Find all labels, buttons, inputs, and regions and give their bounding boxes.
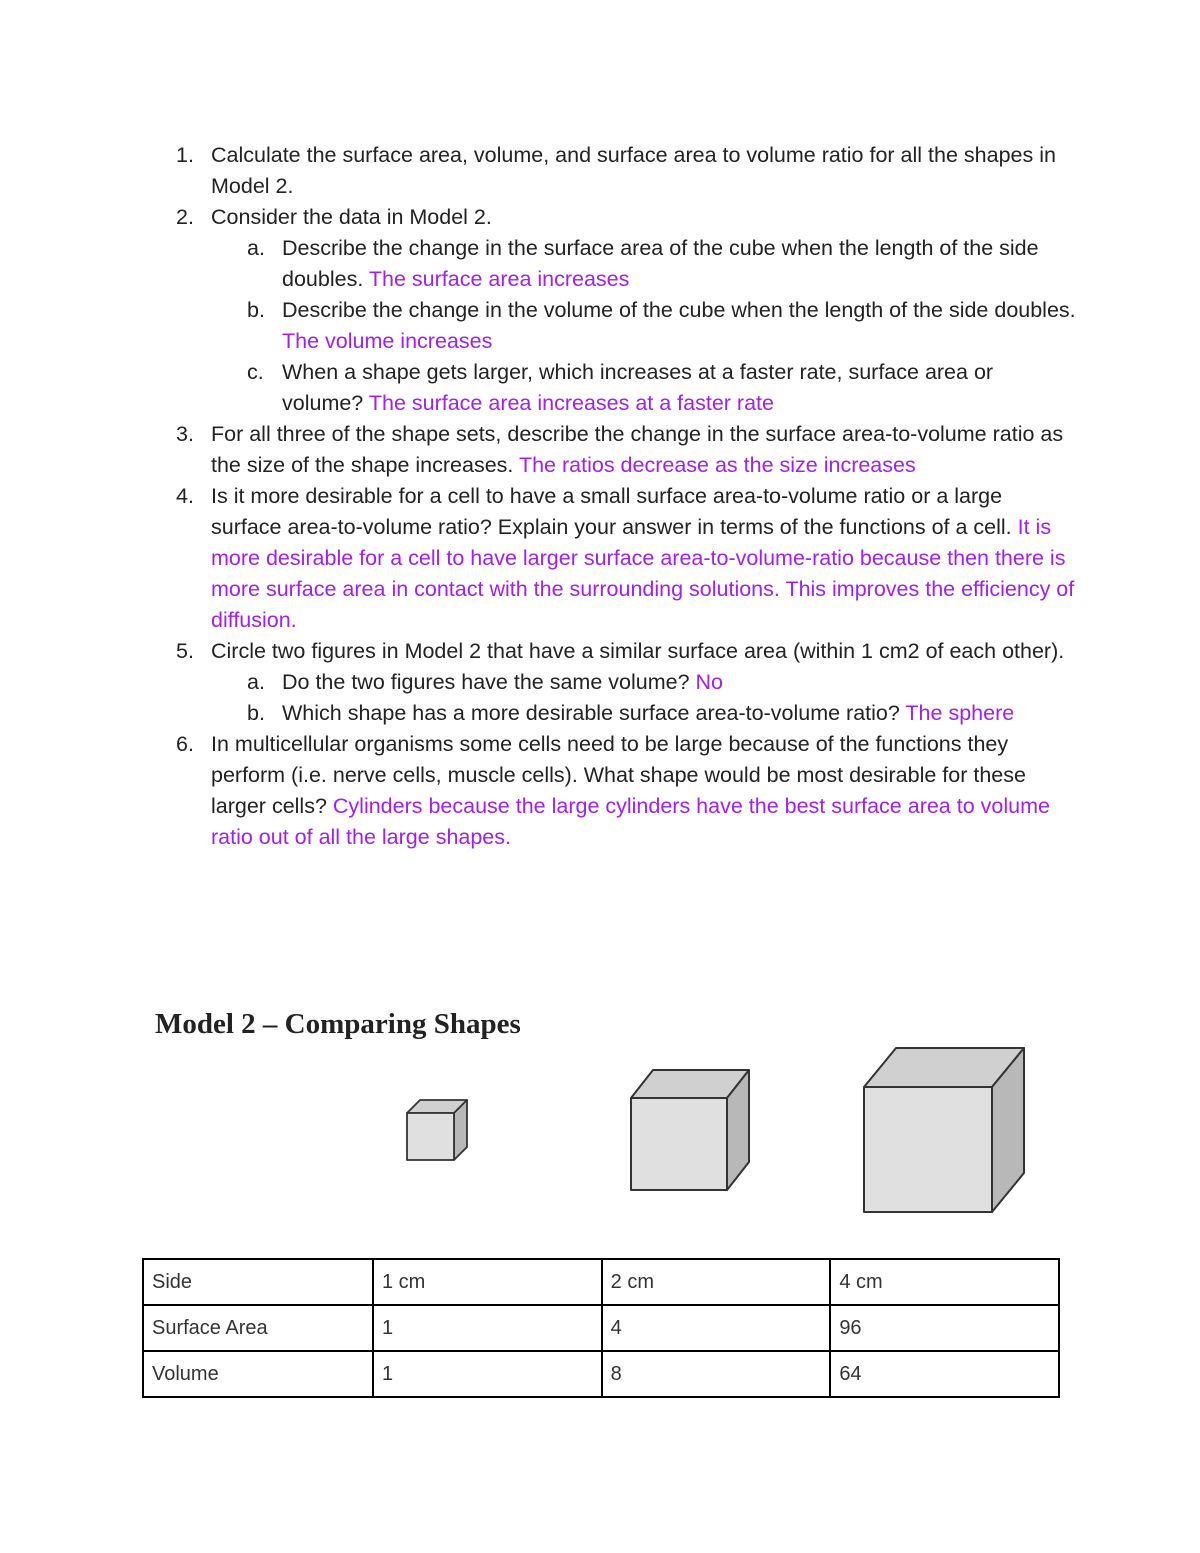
table-cell: Surface Area bbox=[143, 1305, 373, 1351]
table-row bbox=[143, 1259, 1059, 1305]
question-text: Is it more desirable for a cell to have a small surface area-to-volume ratio or a large surface area-to-volume ratio? Explain your answer in terms of the functions of a cell. bbox=[211, 484, 1018, 539]
question-number: 1. bbox=[176, 143, 194, 167]
answer-text: The ratios decrease as the size increases bbox=[518, 453, 916, 477]
table-cell: 64 bbox=[830, 1351, 1059, 1397]
question-text: For all three of the shape sets, describe the change in the surface area-to-volume ratio as the size of the shape increases. bbox=[211, 422, 1064, 477]
small-cube-icon bbox=[407, 1100, 467, 1160]
sub-letter: b. bbox=[247, 701, 265, 725]
question-text: When a shape gets larger, which increases at a faster rate, surface area or volume? bbox=[282, 360, 994, 415]
question-number: 6. bbox=[176, 732, 194, 756]
question-number: 2. bbox=[176, 205, 194, 229]
sub-letter: b. bbox=[247, 298, 265, 322]
answer-text: The volume increases bbox=[282, 329, 493, 353]
answer-text: The sphere bbox=[905, 701, 1015, 725]
question-number: 4. bbox=[176, 484, 194, 508]
question-text: Consider the data in Model 2. bbox=[211, 205, 492, 229]
table-row bbox=[143, 1305, 1059, 1351]
table-cell: 2 cm bbox=[602, 1259, 831, 1305]
table-cell: 1 bbox=[373, 1305, 602, 1351]
model-title: Model 2 – Comparing Shapes bbox=[155, 1008, 521, 1040]
question-text: Calculate the surface area, volume, and surface area to volume ratio for all the shapes in Model 2. bbox=[211, 143, 1056, 198]
answer-text: It is more desirable for a cell to have larger surface area-to-volume-ratio because then there is more surface area in contact with the surrounding solutions. This improves the efficiency of diffusion. bbox=[211, 515, 1075, 632]
answer-text: The surface area increases at a faster rate bbox=[368, 391, 774, 415]
answer-text: Cylinders because the large cylinders have the best surface area to volume ratio out of all the large shapes. bbox=[211, 794, 1050, 849]
answer-text: No bbox=[695, 670, 723, 694]
table-cell: 8 bbox=[602, 1351, 831, 1397]
table-cell: 1 cm bbox=[373, 1259, 602, 1305]
table-cell: 4 cm bbox=[830, 1259, 1059, 1305]
table-row bbox=[143, 1351, 1059, 1397]
large-cube-icon bbox=[864, 1048, 1024, 1212]
sub-letter: c. bbox=[247, 360, 264, 384]
question-text: Do the two figures have the same volume? bbox=[282, 670, 696, 694]
question-text: Which shape has a more desirable surface area-to-volume ratio? bbox=[282, 701, 906, 725]
table-cell: 4 bbox=[602, 1305, 831, 1351]
question-number: 5. bbox=[176, 639, 194, 663]
question-text: In multicellular organisms some cells need to be large because of the functions they perform (i.e. nerve cells, muscle cells). What shape would be most desirable for these larger cells? bbox=[211, 732, 1026, 818]
sub-letter: a. bbox=[247, 236, 265, 260]
table-cell: Volume bbox=[143, 1351, 373, 1397]
table-cell: 1 bbox=[373, 1351, 602, 1397]
question-number: 3. bbox=[176, 422, 194, 446]
table-cell: 96 bbox=[830, 1305, 1059, 1351]
table-cell: Side bbox=[143, 1259, 373, 1305]
question-text: Circle two figures in Model 2 that have a similar surface area (within 1 cm2 of each other). bbox=[211, 639, 1065, 663]
sub-letter: a. bbox=[247, 670, 265, 694]
question-text: Describe the change in the volume of the cube when the length of the side doubles. bbox=[282, 298, 1076, 322]
medium-cube-icon bbox=[631, 1070, 749, 1190]
question-text: Describe the change in the surface area of the cube when the length of the side doubles. bbox=[282, 236, 1039, 291]
data-table bbox=[142, 1258, 1060, 1398]
answer-text: The surface area increases bbox=[368, 267, 630, 291]
